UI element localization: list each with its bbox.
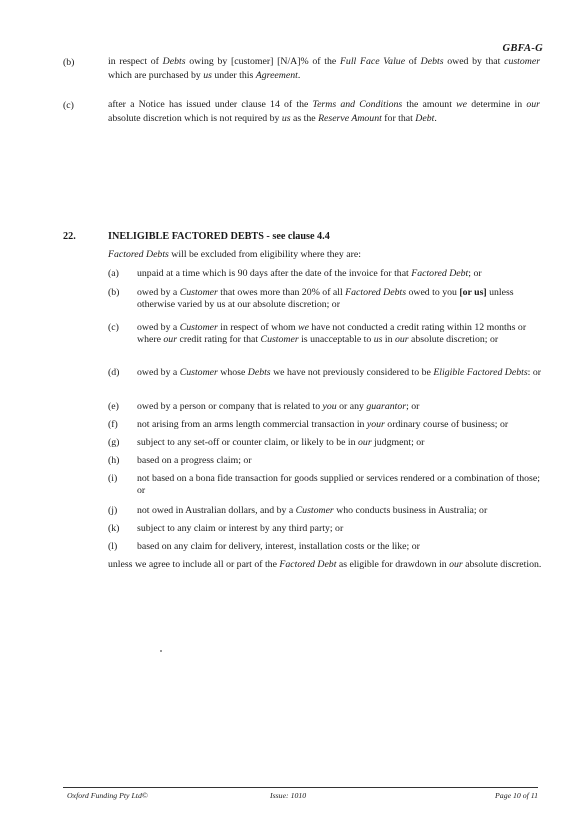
footer-divider xyxy=(63,787,538,788)
item-h-text: based on a progress claim; or xyxy=(137,455,252,466)
footer-company: Oxford Funding Pty Ltd© xyxy=(67,791,148,800)
item-b-label: (b) xyxy=(108,287,120,298)
section-title: INELIGIBLE FACTORED DEBTS - see clause 4.4 xyxy=(108,231,330,242)
section-number: 22. xyxy=(63,231,76,242)
para-c-text: after a Notice has issued under clause 14 of the Terms and Conditions the amount we determine in our absolute discretion which is not required by us as the Reserve Amount for that Debt. xyxy=(108,99,540,124)
item-f-label: (f) xyxy=(108,419,118,430)
item-k-text: subject to any claim or interest by any third party; or xyxy=(137,523,344,534)
item-i-label: (i) xyxy=(108,473,118,484)
item-j-label: (j) xyxy=(108,505,118,516)
section-closing: unless we agree to include all or part of the Factored Debt as eligible for drawdown in our absolute discretion. xyxy=(108,559,542,570)
item-f-text: not arising from an arms length commercial transaction in your ordinary course of business; or xyxy=(137,419,509,430)
footer-issue: Issue: 1010 xyxy=(270,791,307,800)
footer-page-number: Page 10 of 11 xyxy=(495,791,538,800)
item-i-text: not based on a bona fide transaction for goods supplied or services rendered or a combination of those; or xyxy=(137,473,540,496)
item-a-label: (a) xyxy=(108,268,119,279)
item-l-text: based on any claim for delivery, interest, installation costs or the like; or xyxy=(137,541,420,552)
item-k-label: (k) xyxy=(108,523,120,534)
document-code: GBFA-G xyxy=(502,43,543,54)
item-g-text: subject to any set-off or counter claim, or likely to be in our judgment; or xyxy=(137,437,425,448)
item-l-label: (l) xyxy=(108,541,118,552)
item-g-label: (g) xyxy=(108,437,120,448)
item-e-text: owed by a person or company that is related to you or any guarantor; or xyxy=(137,401,420,412)
para-b-text: in respect of Debts owing by [customer] [N/A]% of the Full Face Value of Debts owed by that customer which are purchased by us under this Agreement. xyxy=(108,56,541,81)
item-d-text: owed by a Customer whose Debts we have not previously considered to be Eligible Factored Debts: or xyxy=(137,367,541,378)
item-j-text: not owed in Australian dollars, and by a Customer who conducts business in Australia; or xyxy=(137,505,488,516)
item-h-label: (h) xyxy=(108,455,120,466)
scan-speck xyxy=(160,650,162,652)
item-c-label: (c) xyxy=(108,322,119,333)
item-a-text: unpaid at a time which is 90 days after the date of the invoice for that Factored Debt; or xyxy=(137,268,482,279)
item-d-label: (d) xyxy=(108,367,120,378)
item-e-label: (e) xyxy=(108,401,119,412)
para-b-label: (b) xyxy=(63,57,75,68)
section-intro: Factored Debts will be excluded from eligibility where they are: xyxy=(108,249,361,260)
item-b-text: owed by a Customer that owes more than 20% of all Factored Debts owed to you [or us] unless otherwise varied by us at our absolute discretion; or xyxy=(137,287,514,310)
item-c-text: owed by a Customer in respect of whom we have not conducted a credit rating within 12 months or where our credit rating for that Customer is unacceptable to us in our absolute discretion; or xyxy=(137,322,527,345)
para-c-label: (c) xyxy=(63,100,74,111)
